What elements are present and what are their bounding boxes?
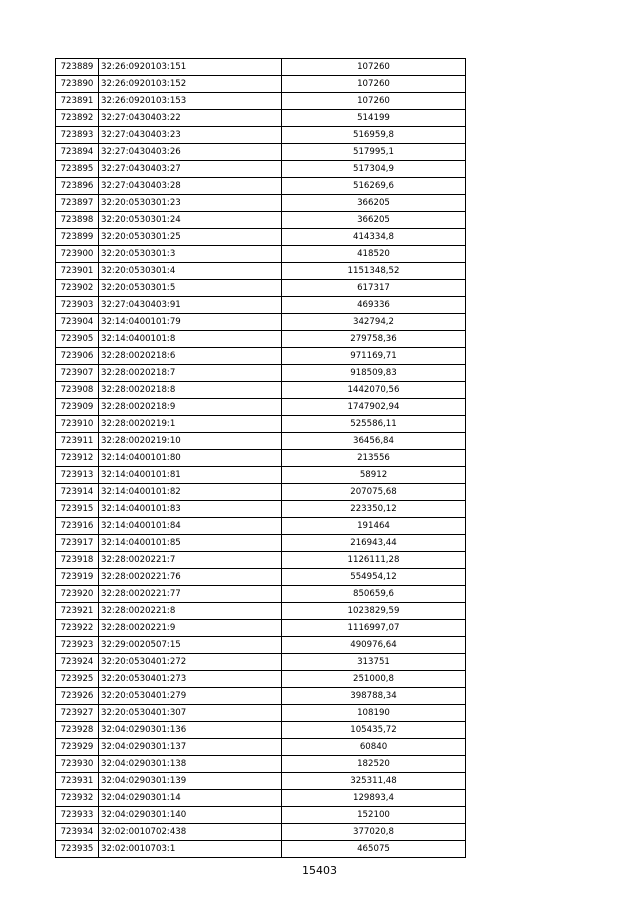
row-id-cell: 723935 [56, 841, 99, 858]
cadastral-number-cell: 32:27:0430403:26 [99, 144, 282, 161]
value-cell: 490976,64 [282, 637, 466, 654]
row-id-cell: 723910 [56, 416, 99, 433]
table-row [56, 263, 466, 280]
row-id-cell: 723928 [56, 722, 99, 739]
table-row [56, 195, 466, 212]
value-cell: 251000,8 [282, 671, 466, 688]
cadastral-number-cell: 32:20:0530301:24 [99, 212, 282, 229]
table-row [56, 739, 466, 756]
value-cell: 129893,4 [282, 790, 466, 807]
row-id-cell: 723915 [56, 501, 99, 518]
table-row [56, 229, 466, 246]
cadastral-number-cell: 32:04:0290301:138 [99, 756, 282, 773]
cadastral-number-cell: 32:04:0290301:136 [99, 722, 282, 739]
value-cell: 1747902,94 [282, 399, 466, 416]
row-id-cell: 723911 [56, 433, 99, 450]
value-cell: 325311,48 [282, 773, 466, 790]
row-id-cell: 723909 [56, 399, 99, 416]
row-id-cell: 723918 [56, 552, 99, 569]
table-row [56, 807, 466, 824]
table-row [56, 756, 466, 773]
cadastral-number-cell: 32:14:0400101:82 [99, 484, 282, 501]
value-cell: 216943,44 [282, 535, 466, 552]
cadastral-number-cell: 32:02:0010703:1 [99, 841, 282, 858]
table-row [56, 722, 466, 739]
value-cell: 517995,1 [282, 144, 466, 161]
value-cell: 107260 [282, 59, 466, 76]
table-row [56, 501, 466, 518]
cadastral-number-cell: 32:26:0920103:152 [99, 76, 282, 93]
table-row [56, 824, 466, 841]
table-row [56, 603, 466, 620]
table-row [56, 535, 466, 552]
table-row [56, 433, 466, 450]
value-cell: 107260 [282, 76, 466, 93]
row-id-cell: 723916 [56, 518, 99, 535]
row-id-cell: 723931 [56, 773, 99, 790]
cadastral-number-cell: 32:14:0400101:85 [99, 535, 282, 552]
cadastral-number-cell: 32:28:0020221:9 [99, 620, 282, 637]
value-cell: 525586,11 [282, 416, 466, 433]
row-id-cell: 723892 [56, 110, 99, 127]
cadastral-number-cell: 32:28:0020221:8 [99, 603, 282, 620]
value-cell: 207075,68 [282, 484, 466, 501]
table-row [56, 59, 466, 76]
row-id-cell: 723924 [56, 654, 99, 671]
table-row [56, 399, 466, 416]
value-cell: 918509,83 [282, 365, 466, 382]
cadastral-number-cell: 32:04:0290301:139 [99, 773, 282, 790]
value-cell: 152100 [282, 807, 466, 824]
row-id-cell: 723894 [56, 144, 99, 161]
row-id-cell: 723921 [56, 603, 99, 620]
row-id-cell: 723926 [56, 688, 99, 705]
cadastral-number-cell: 32:20:0530301:3 [99, 246, 282, 263]
row-id-cell: 723913 [56, 467, 99, 484]
cadastral-number-cell: 32:28:0020219:1 [99, 416, 282, 433]
value-cell: 971169,71 [282, 348, 466, 365]
value-cell: 377020,8 [282, 824, 466, 841]
table-row [56, 586, 466, 603]
cadastral-number-cell: 32:20:0530401:279 [99, 688, 282, 705]
table-row [56, 450, 466, 467]
table-row [56, 93, 466, 110]
table-row [56, 365, 466, 382]
row-id-cell: 723893 [56, 127, 99, 144]
row-id-cell: 723901 [56, 263, 99, 280]
table-row [56, 552, 466, 569]
table-row [56, 484, 466, 501]
row-id-cell: 723889 [56, 59, 99, 76]
table-row [56, 620, 466, 637]
row-id-cell: 723914 [56, 484, 99, 501]
value-cell: 414334,8 [282, 229, 466, 246]
value-cell: 516269,6 [282, 178, 466, 195]
row-id-cell: 723891 [56, 93, 99, 110]
value-cell: 850659,6 [282, 586, 466, 603]
row-id-cell: 723907 [56, 365, 99, 382]
cadastral-number-cell: 32:28:0020221:77 [99, 586, 282, 603]
row-id-cell: 723904 [56, 314, 99, 331]
table-row [56, 127, 466, 144]
value-cell: 554954,12 [282, 569, 466, 586]
page-number: 15403 [302, 864, 337, 877]
cadastral-number-cell: 32:14:0400101:81 [99, 467, 282, 484]
cadastral-number-cell: 32:14:0400101:79 [99, 314, 282, 331]
table-row [56, 705, 466, 722]
cadastral-number-cell: 32:28:0020218:8 [99, 382, 282, 399]
row-id-cell: 723898 [56, 212, 99, 229]
value-cell: 342794,2 [282, 314, 466, 331]
value-cell: 223350,12 [282, 501, 466, 518]
cadastral-number-cell: 32:14:0400101:8 [99, 331, 282, 348]
cadastral-number-cell: 32:28:0020218:7 [99, 365, 282, 382]
cadastral-number-cell: 32:20:0530301:25 [99, 229, 282, 246]
table-row [56, 416, 466, 433]
row-id-cell: 723902 [56, 280, 99, 297]
value-cell: 105435,72 [282, 722, 466, 739]
cadastral-number-cell: 32:04:0290301:137 [99, 739, 282, 756]
table-row [56, 161, 466, 178]
value-cell: 366205 [282, 195, 466, 212]
value-cell: 1116997,07 [282, 620, 466, 637]
value-cell: 1126111,28 [282, 552, 466, 569]
row-id-cell: 723929 [56, 739, 99, 756]
row-id-cell: 723920 [56, 586, 99, 603]
value-cell: 279758,36 [282, 331, 466, 348]
row-id-cell: 723922 [56, 620, 99, 637]
value-cell: 108190 [282, 705, 466, 722]
cadastral-number-cell: 32:20:0530301:23 [99, 195, 282, 212]
cadastral-number-cell: 32:28:0020218:9 [99, 399, 282, 416]
cadastral-number-cell: 32:14:0400101:83 [99, 501, 282, 518]
row-id-cell: 723923 [56, 637, 99, 654]
value-cell: 469336 [282, 297, 466, 314]
cadastral-number-cell: 32:28:0020221:7 [99, 552, 282, 569]
row-id-cell: 723896 [56, 178, 99, 195]
value-cell: 517304,9 [282, 161, 466, 178]
value-cell: 366205 [282, 212, 466, 229]
table-row [56, 790, 466, 807]
cadastral-number-cell: 32:29:0020507:15 [99, 637, 282, 654]
table-row [56, 841, 466, 858]
cadastral-number-cell: 32:27:0430403:22 [99, 110, 282, 127]
row-id-cell: 723895 [56, 161, 99, 178]
cadastral-number-cell: 32:20:0530301:4 [99, 263, 282, 280]
table-body [56, 59, 466, 858]
value-cell: 1151348,52 [282, 263, 466, 280]
table-row [56, 348, 466, 365]
cadastral-value-table [55, 58, 466, 858]
cadastral-number-cell: 32:02:0010702:438 [99, 824, 282, 841]
row-id-cell: 723917 [56, 535, 99, 552]
table-row [56, 467, 466, 484]
value-cell: 1442070,56 [282, 382, 466, 399]
row-id-cell: 723930 [56, 756, 99, 773]
cadastral-number-cell: 32:14:0400101:80 [99, 450, 282, 467]
row-id-cell: 723900 [56, 246, 99, 263]
table-row [56, 688, 466, 705]
table-row [56, 212, 466, 229]
row-id-cell: 723919 [56, 569, 99, 586]
table-row [56, 144, 466, 161]
row-id-cell: 723899 [56, 229, 99, 246]
cadastral-number-cell: 32:27:0430403:23 [99, 127, 282, 144]
cadastral-number-cell: 32:20:0530301:5 [99, 280, 282, 297]
cadastral-number-cell: 32:20:0530401:272 [99, 654, 282, 671]
cadastral-number-cell: 32:28:0020219:10 [99, 433, 282, 450]
cadastral-number-cell: 32:20:0530401:307 [99, 705, 282, 722]
table-row [56, 637, 466, 654]
cadastral-number-cell: 32:04:0290301:140 [99, 807, 282, 824]
cadastral-number-cell: 32:28:0020221:76 [99, 569, 282, 586]
value-cell: 60840 [282, 739, 466, 756]
value-cell: 36456,84 [282, 433, 466, 450]
row-id-cell: 723897 [56, 195, 99, 212]
value-cell: 617317 [282, 280, 466, 297]
row-id-cell: 723932 [56, 790, 99, 807]
cadastral-number-cell: 32:14:0400101:84 [99, 518, 282, 535]
table-row [56, 671, 466, 688]
table-row [56, 569, 466, 586]
table-row [56, 382, 466, 399]
table-row [56, 331, 466, 348]
table-row [56, 314, 466, 331]
value-cell: 58912 [282, 467, 466, 484]
value-cell: 418520 [282, 246, 466, 263]
value-cell: 191464 [282, 518, 466, 535]
row-id-cell: 723903 [56, 297, 99, 314]
value-cell: 182520 [282, 756, 466, 773]
cadastral-number-cell: 32:28:0020218:6 [99, 348, 282, 365]
row-id-cell: 723925 [56, 671, 99, 688]
value-cell: 398788,34 [282, 688, 466, 705]
value-cell: 516959,8 [282, 127, 466, 144]
value-cell: 1023829,59 [282, 603, 466, 620]
table-row [56, 518, 466, 535]
value-cell: 213556 [282, 450, 466, 467]
table-row [56, 76, 466, 93]
table-row [56, 178, 466, 195]
cadastral-number-cell: 32:27:0430403:28 [99, 178, 282, 195]
table-row [56, 280, 466, 297]
row-id-cell: 723912 [56, 450, 99, 467]
row-id-cell: 723934 [56, 824, 99, 841]
cadastral-number-cell: 32:04:0290301:14 [99, 790, 282, 807]
row-id-cell: 723927 [56, 705, 99, 722]
row-id-cell: 723890 [56, 76, 99, 93]
table-row [56, 110, 466, 127]
table-row [56, 246, 466, 263]
value-cell: 465075 [282, 841, 466, 858]
row-id-cell: 723933 [56, 807, 99, 824]
cadastral-number-cell: 32:20:0530401:273 [99, 671, 282, 688]
value-cell: 313751 [282, 654, 466, 671]
row-id-cell: 723908 [56, 382, 99, 399]
cadastral-number-cell: 32:26:0920103:153 [99, 93, 282, 110]
cadastral-number-cell: 32:27:0430403:91 [99, 297, 282, 314]
table-row [56, 773, 466, 790]
table-row [56, 654, 466, 671]
row-id-cell: 723906 [56, 348, 99, 365]
cadastral-number-cell: 32:26:0920103:151 [99, 59, 282, 76]
table-row [56, 297, 466, 314]
row-id-cell: 723905 [56, 331, 99, 348]
cadastral-number-cell: 32:27:0430403:27 [99, 161, 282, 178]
value-cell: 514199 [282, 110, 466, 127]
value-cell: 107260 [282, 93, 466, 110]
